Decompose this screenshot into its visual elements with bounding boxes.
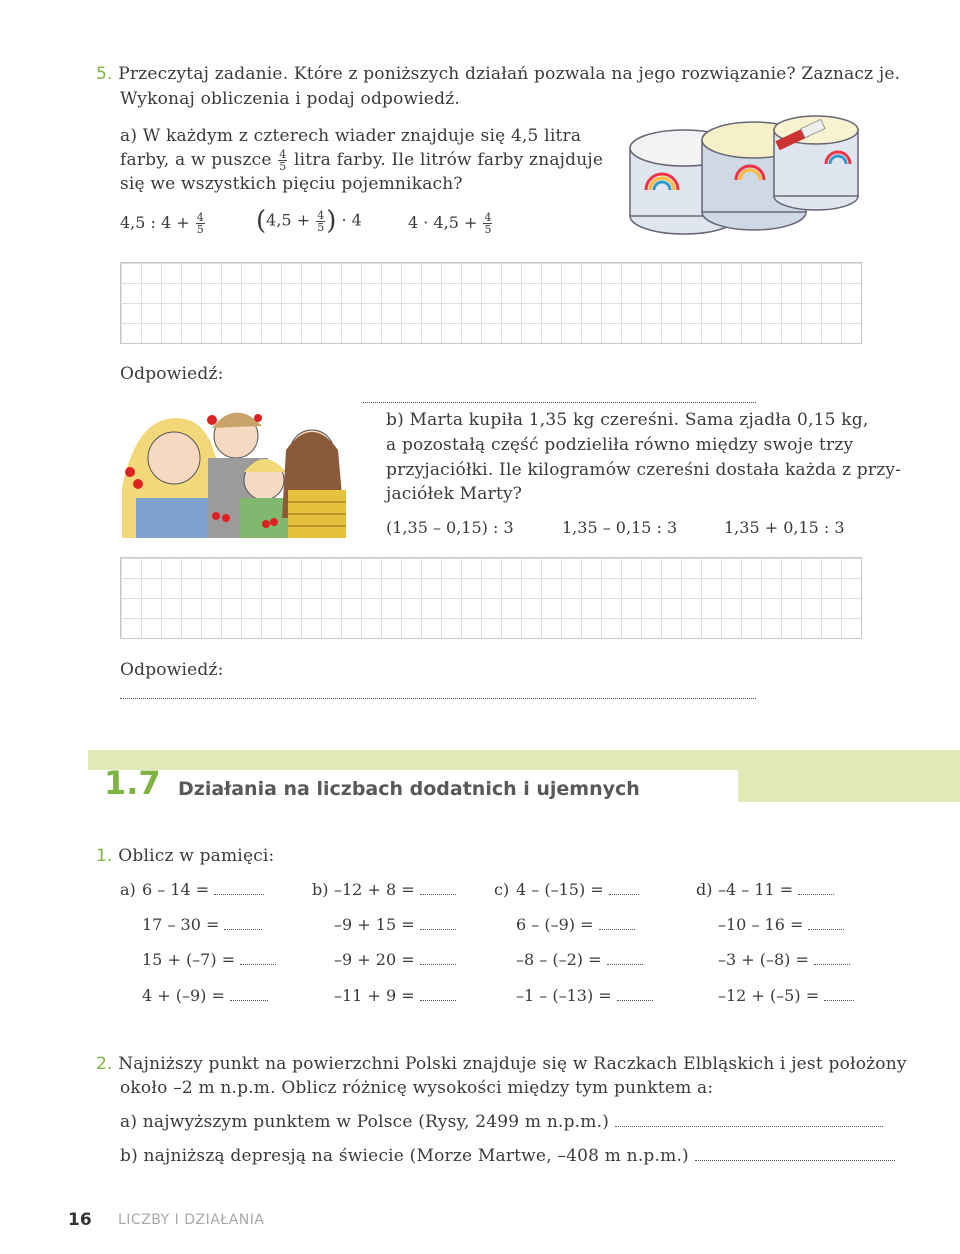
task5-number: 5. xyxy=(96,64,113,84)
answer-grid-a[interactable] xyxy=(120,262,862,344)
running-title: LICZBY I DZIAŁANIA xyxy=(118,1212,265,1228)
answer-field[interactable] xyxy=(814,950,850,965)
answer-field[interactable] xyxy=(420,880,456,895)
task5b-line2: a pozostałą część podzieliła równo między swoje trzy xyxy=(386,435,854,455)
task1-a-row3: 15 + (–7) = xyxy=(142,950,276,969)
task5b-line4: jaciółek Marty? xyxy=(386,484,523,504)
task1-c-row2: 6 – (–9) = xyxy=(516,915,635,934)
answer-field[interactable] xyxy=(607,950,643,965)
answer-field[interactable] xyxy=(798,880,834,895)
answer-field[interactable] xyxy=(240,950,276,965)
task1-col-d-label: d) xyxy=(696,880,713,899)
task1-d-row1: –4 – 11 = xyxy=(718,880,834,899)
answer-field[interactable] xyxy=(420,950,456,965)
task1-heading xyxy=(96,844,275,868)
task1-b-row2: –9 + 15 = xyxy=(334,915,456,934)
paint-cans-illustration xyxy=(626,104,862,244)
answer-label: Odpowiedź: xyxy=(120,660,224,680)
task5b-option1[interactable]: (1,35 – 0,15) : 3 xyxy=(386,518,514,537)
task5a-option3[interactable]: 4 · 4,5 + $\frac{4}{5}$ xyxy=(408,211,492,236)
task5a-line2-post: litra farby. Ile litrów farby znajduje xyxy=(294,150,604,170)
task5b-option3[interactable]: 1,35 + 0,15 : 3 xyxy=(724,518,845,537)
answer-field-task2a[interactable] xyxy=(615,1112,883,1127)
answer-field[interactable] xyxy=(420,986,456,1001)
answer-field[interactable] xyxy=(214,880,264,895)
task5a-line1: a) W każdym z czterech wiader znajduje się 4,5 litra xyxy=(120,126,582,146)
task5b-line1: b) Marta kupiła 1,35 kg czereśni. Sama zjadła 0,15 kg, xyxy=(386,410,869,430)
fraction: $\frac{4}{5}$ xyxy=(279,148,287,173)
task1-d-row3: –3 + (–8) = xyxy=(718,950,850,969)
answer-field-b[interactable] xyxy=(120,684,756,699)
task5a-line2 xyxy=(120,148,603,172)
answer-field[interactable] xyxy=(224,915,262,930)
task1-c-row4: –1 – (–13) = xyxy=(516,986,653,1005)
task1-a-row4: 4 + (–9) = xyxy=(142,986,268,1005)
task2-text: Najniższy punkt na powierzchni Polski znajduje się w Raczkach Elbląskich i jest położony xyxy=(118,1054,907,1074)
task1-col-a-label: a) xyxy=(120,880,136,899)
task2a: a) najwyższym punktem w Polsce (Rysy, 2499 m n.p.m.) xyxy=(120,1110,883,1134)
task2b: b) najniższą depresją na świecie (Morze Martwe, –408 m n.p.m.) xyxy=(120,1144,895,1168)
task5-intro-text: Przeczytaj zadanie. Które z poniższych działań pozwala na jego rozwiązanie? Zaznacz je. xyxy=(118,64,901,84)
section-number: 1.7 xyxy=(104,764,161,802)
answer-field[interactable] xyxy=(617,986,653,1001)
task5b-line3: przyjaciółki. Ile kilogramów czereśni dostała każda z przy- xyxy=(386,460,902,480)
task1-c-row3: –8 – (–2) = xyxy=(516,950,643,969)
section-title: Działania na liczbach dodatnich i ujemnych xyxy=(178,778,640,800)
task1-c-row1: 4 – (–15) = xyxy=(516,880,639,899)
task1-d-row2: –10 – 16 = xyxy=(718,915,844,934)
task1-b-row1: –12 + 8 = xyxy=(334,880,456,899)
answer-field[interactable] xyxy=(230,986,268,1001)
answer-field[interactable] xyxy=(808,915,844,930)
answer-line-b xyxy=(120,658,860,706)
task5b-option2[interactable]: 1,35 – 0,15 : 3 xyxy=(562,518,678,537)
page-number: 16 xyxy=(68,1210,92,1230)
answer-field-task2b[interactable] xyxy=(695,1146,895,1161)
task1-b-row4: –11 + 9 = xyxy=(334,986,456,1005)
task5a-option1[interactable]: 4,5 : 4 + $\frac{4}{5}$ xyxy=(120,211,204,236)
answer-label: Odpowiedź: xyxy=(120,364,224,384)
task1-b-row3: –9 + 20 = xyxy=(334,950,456,969)
answer-field[interactable] xyxy=(599,915,635,930)
task1-col-c-label: c) xyxy=(494,880,510,899)
task5a-option2[interactable]: (4,5 + $\frac{4}{5}$ ) · 4 xyxy=(256,206,362,236)
answer-field[interactable] xyxy=(420,915,456,930)
task1-col-b-label: b) xyxy=(312,880,329,899)
task1-a-row2: 17 – 30 = xyxy=(142,915,262,934)
girls-with-cherries-illustration xyxy=(116,398,362,538)
task5a-line3: się we wszystkich pięciu pojemnikach? xyxy=(120,174,463,194)
answer-field[interactable] xyxy=(609,880,639,895)
task2-line2: około –2 m n.p.m. Oblicz różnicę wysokości między tym punktem a: xyxy=(120,1078,714,1098)
task1-a-row1: 6 – 14 = xyxy=(142,880,264,899)
task5a-line2-pre: farby, a w puszce xyxy=(120,150,272,170)
task5-intro-line2: Wykonaj obliczenia i podaj odpowiedź. xyxy=(120,89,461,109)
task2-line1 xyxy=(96,1052,907,1076)
task1-number: 1. xyxy=(96,846,113,866)
task1-title: Oblicz w pamięci: xyxy=(118,846,275,866)
task2-number: 2. xyxy=(96,1054,113,1074)
answer-grid-b[interactable] xyxy=(120,557,862,639)
answer-field[interactable] xyxy=(824,986,854,1001)
task1-d-row4: –12 + (–5) = xyxy=(718,986,854,1005)
task5-intro-line1 xyxy=(96,62,900,86)
